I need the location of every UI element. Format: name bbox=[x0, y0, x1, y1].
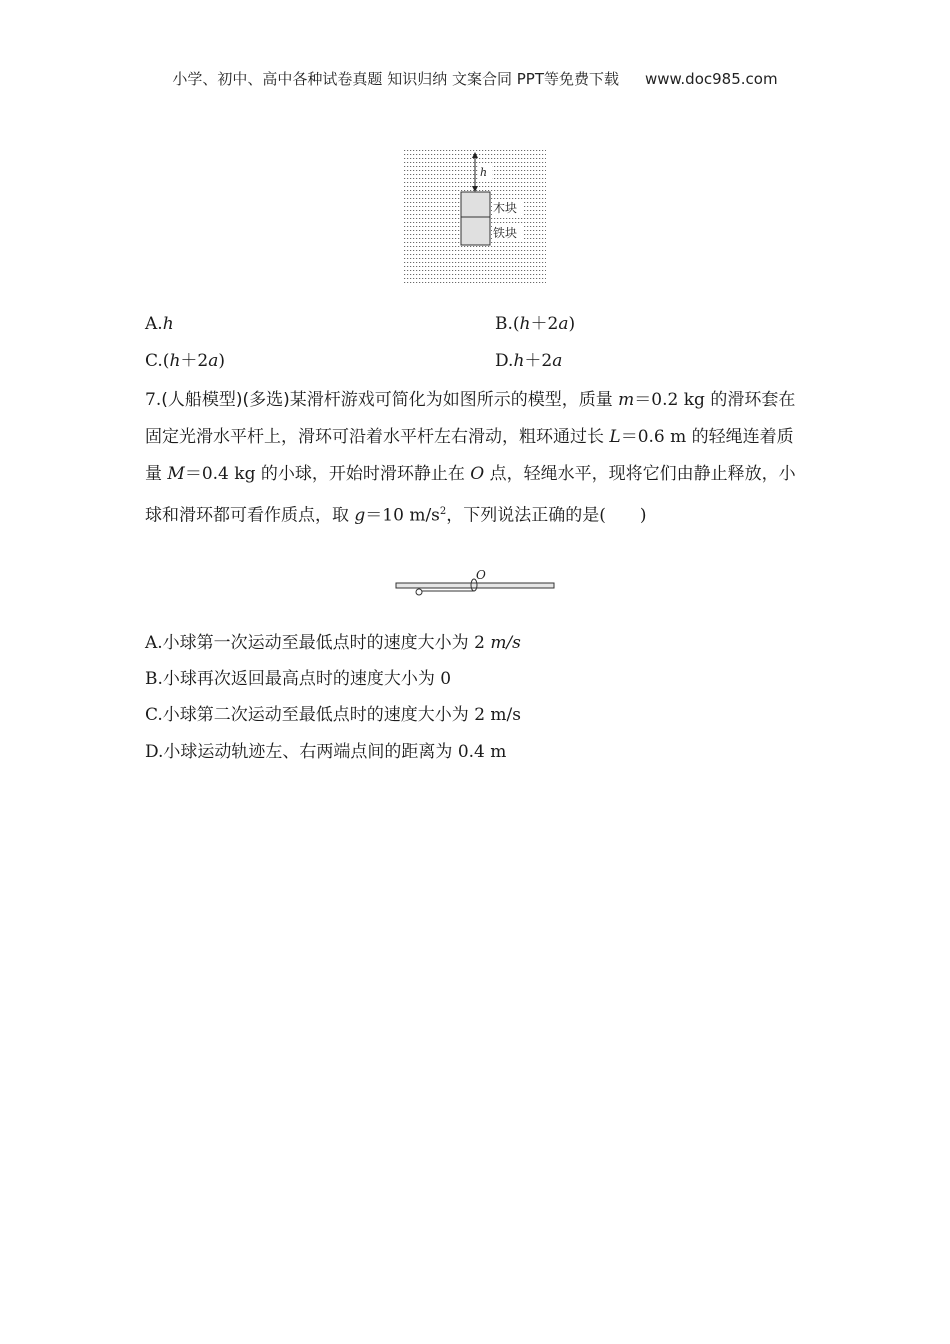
label-iron: 铁块 bbox=[493, 226, 518, 240]
question-7-stem: 7.(人船模型)(多选)某滑杆游戏可简化为如图所示的模型，质量 m＝0.2 kg 的滑环套在固定光滑水平杆上，滑环可沿着水平杆左右滑动，粗环通过长 L＝0.6 m 的轻绳连着质量 M＝0.4 kg 的小球，开始时滑环静止在 O 点，轻绳水平，现将它们由静止释放，小球和滑环都可看作质点，取 g＝10 $m/s^2$，下列说法正确的是( ) bbox=[145, 390, 796, 526]
label-h: h bbox=[480, 166, 488, 179]
q6-option-a: A.h bbox=[145, 314, 174, 334]
horizontal-rod bbox=[396, 583, 554, 588]
page-header bbox=[0, 68, 950, 89]
q6-option-b: B.(h＋2a) bbox=[495, 314, 576, 334]
label-O: O bbox=[476, 568, 486, 582]
label-wood: 木块 bbox=[493, 201, 518, 215]
question-tag-multi: (多选) bbox=[242, 390, 290, 410]
header-site-link[interactable]: www.doc985.com bbox=[644, 70, 778, 88]
question-number: 7. bbox=[145, 390, 162, 410]
q7-option-a: A.小球第一次运动至最低点时的速度大小为 2 m/s bbox=[145, 633, 521, 653]
q7-option-b: B.小球再次返回最高点时的速度大小为 0 bbox=[145, 669, 452, 689]
q6-option-d: D.h＋2a bbox=[495, 351, 563, 371]
q6-option-c: C.(h＋2a) bbox=[145, 351, 225, 371]
q7-option-c: C.小球第二次运动至最低点时的速度大小为 2 m/s bbox=[145, 705, 521, 725]
water-blocks-figure bbox=[404, 150, 546, 286]
small-ball bbox=[416, 589, 422, 595]
wood-block bbox=[461, 192, 490, 217]
rod-ring-figure bbox=[394, 566, 556, 600]
iron-block bbox=[461, 217, 490, 245]
question-tag-model: (人船模型) bbox=[161, 390, 243, 410]
q7-option-d: D.小球运动轨迹左、右两端点间的距离为 0.4 m bbox=[145, 742, 507, 762]
header-text: 小学、初中、高中各种试卷真题 知识归纳 文案合同 PPT等免费下载 bbox=[172, 70, 619, 88]
